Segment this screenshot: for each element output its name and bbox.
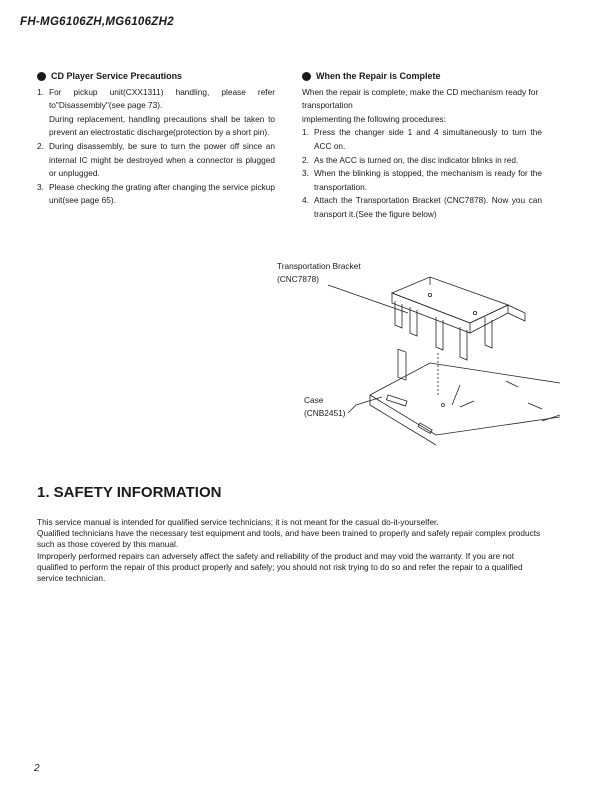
list-item [302, 126, 542, 153]
safety-paragraph: Improperly performed repairs can adversely affect the safety and reliability of the product and may void the warranty. If you are not qualified to perform the repair of this product properly and safely; you should not risk trying to do so and refer the repair to a qualified service technician. [37, 550, 523, 584]
cd-precautions-title: CD Player Service Precautions [51, 71, 183, 81]
item-number: 1. [302, 127, 309, 138]
list-item [302, 167, 542, 194]
bracket-drawing [392, 277, 525, 395]
item-text: When the blinking is stopped, the mechanism is ready for the transportation. [314, 168, 542, 192]
list-item [37, 181, 275, 208]
bullet-icon [302, 72, 311, 81]
transport-bracket-figure [260, 255, 560, 455]
safety-paragraph: This service manual is intended for qualified service technicians; it is not meant for the casual do-it-yourselfer. [37, 517, 439, 527]
bullet-icon [37, 72, 46, 81]
item-text: As the ACC is turned on, the disc indicator blinks in red. [314, 154, 519, 165]
item-text: Press the changer side 1 and 4 simultaneously to turn the ACC on. [314, 127, 542, 151]
case-drawing [370, 363, 560, 445]
list-item [302, 194, 542, 221]
item-number: 2. [37, 140, 44, 151]
list-item [37, 140, 275, 181]
repair-complete-section [302, 70, 542, 222]
intro-text: implementing the following procedures: [302, 113, 446, 124]
item-text: Please checking the grating after changing the service pickup unit(see page 65). [49, 181, 275, 206]
model-header: FH-MG6106ZH,MG6106ZH2 [20, 16, 174, 28]
case-label: Case [304, 395, 324, 405]
item-text: During replacement, handling precautions shall be taken to prevent an electrostatic discharge(protection by a short pin). [49, 113, 275, 138]
item-number: 2. [302, 154, 309, 165]
case-part-number: (CNB2451) [304, 408, 346, 418]
intro-text: When the repair is complete, make the CD mechanism ready for transportation [302, 86, 539, 111]
repair-complete-heading [302, 70, 542, 84]
repair-complete-title: When the Repair is Complete [316, 71, 441, 81]
cd-precautions-heading [37, 70, 275, 84]
safety-information-heading: 1. SAFETY INFORMATION [37, 484, 222, 501]
bracket-part-number: (CNC7878) [277, 274, 319, 284]
page-number: 2 [34, 763, 40, 774]
cd-precautions-section [37, 70, 275, 208]
item-number: 3. [302, 168, 309, 179]
list-item [37, 86, 275, 140]
item-text: For pickup unit(CXX1311) handling, please refer to"Disassembly"(see page 73). [49, 86, 275, 111]
bracket-leader-line [328, 285, 408, 313]
safety-information-body [37, 517, 547, 584]
list-item [302, 154, 542, 168]
item-number: 1. [37, 86, 44, 97]
safety-paragraph: Qualified technicians have the necessary test equipment and tools, and have been trained to properly and safely repair complex products such as those covered by this manual. [37, 528, 541, 550]
item-number: 4. [302, 195, 309, 206]
bracket-label: Transportation Bracket [277, 261, 361, 271]
item-number: 3. [37, 181, 44, 192]
item-text: Attach the Transportation Bracket (CNC7878). Now you can transport it.(See the figure below) [314, 195, 542, 219]
item-text: During disassembly, be sure to turn the power off since an internal IC might be destroyed when a connector is plugged or unplugged. [49, 140, 275, 179]
